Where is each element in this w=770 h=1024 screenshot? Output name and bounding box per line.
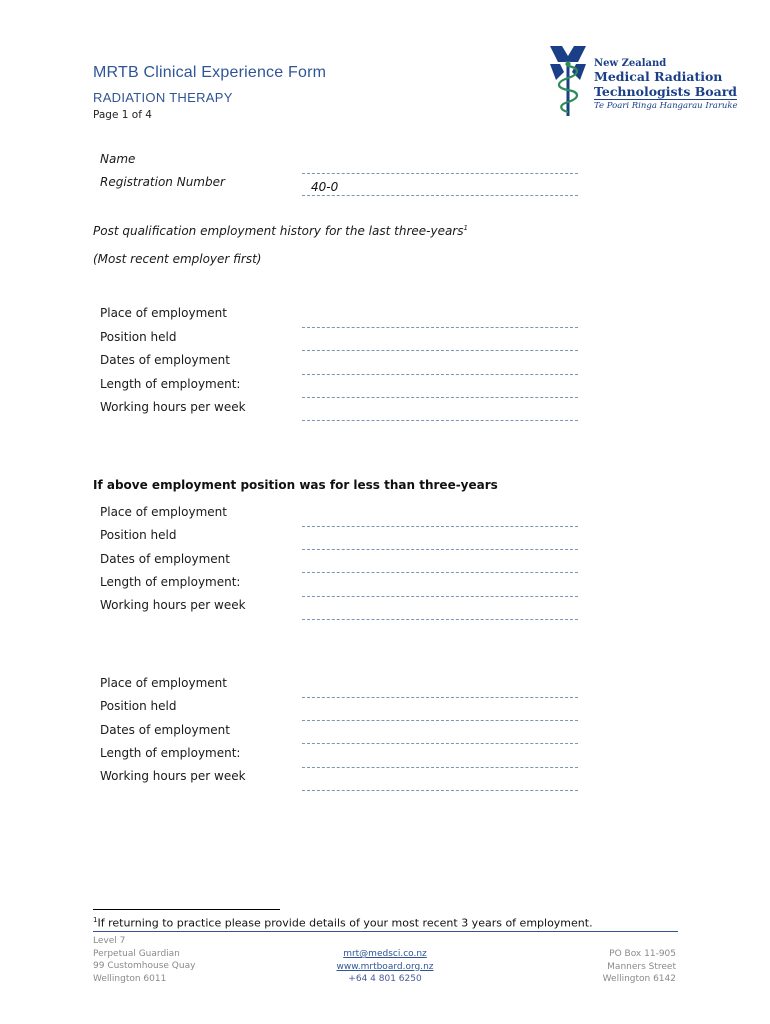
footer-postal-line: PO Box 11-905 bbox=[609, 949, 676, 959]
position-held-label: Position held bbox=[100, 330, 177, 344]
footer-divider bbox=[93, 931, 678, 932]
footer-address bbox=[93, 935, 243, 985]
form-title: MRTB Clinical Experience Form bbox=[93, 64, 327, 81]
website-link[interactable]: www.mrtboard.org.nz bbox=[336, 961, 434, 972]
place-of-employment-label: Place of employment bbox=[100, 676, 227, 690]
working-hours-label: Working hours per week bbox=[100, 598, 246, 612]
dates-of-employment-field[interactable] bbox=[302, 374, 578, 375]
length-of-employment-field[interactable] bbox=[302, 767, 578, 768]
name-field[interactable] bbox=[302, 173, 578, 174]
footnote-text: If returning to practice please provide details of your most recent 3 years of employment. bbox=[97, 916, 593, 930]
position-held-label: Position held bbox=[100, 699, 177, 713]
footer-postal bbox=[526, 948, 676, 986]
place-of-employment-field[interactable] bbox=[302, 526, 578, 527]
section-heading: If above employment position was for less than three-years bbox=[93, 478, 498, 492]
phone-number: +64 4 801 6250 bbox=[348, 974, 422, 984]
position-held-field[interactable] bbox=[302, 549, 578, 550]
length-of-employment-label: Length of employment: bbox=[100, 377, 241, 391]
registration-label: Registration Number bbox=[100, 175, 225, 189]
footer-address-line: Perpetual Guardian bbox=[93, 948, 180, 959]
order-note: (Most recent employer first) bbox=[93, 252, 262, 266]
working-hours-label: Working hours per week bbox=[100, 400, 246, 414]
logo-country: New Zealand bbox=[594, 58, 667, 69]
dates-of-employment-label: Dates of employment bbox=[100, 723, 230, 737]
logo-maori-name: Te Poari Ringa Hangarau Iraruke bbox=[594, 101, 738, 111]
length-of-employment-label: Length of employment: bbox=[100, 746, 241, 760]
email-link[interactable]: mrt@medsci.co.nz bbox=[343, 949, 427, 959]
position-held-label: Position held bbox=[100, 528, 177, 542]
place-of-employment-field[interactable] bbox=[302, 327, 578, 328]
footnote-mark: 1 bbox=[93, 916, 98, 924]
dates-of-employment-label: Dates of employment bbox=[100, 353, 230, 367]
length-of-employment-field[interactable] bbox=[302, 596, 578, 597]
footer-postal-line: Wellington 6142 bbox=[602, 974, 676, 984]
place-of-employment-field[interactable] bbox=[302, 697, 578, 698]
footer-address-line: Wellington 6011 bbox=[93, 973, 167, 984]
mrtb-logo bbox=[546, 42, 738, 118]
working-hours-field[interactable] bbox=[302, 619, 578, 620]
name-label: Name bbox=[100, 152, 136, 166]
working-hours-field[interactable] bbox=[302, 790, 578, 791]
footer-contact bbox=[310, 948, 460, 986]
footnote-divider bbox=[93, 909, 280, 910]
length-of-employment-field[interactable] bbox=[302, 397, 578, 398]
dates-of-employment-field[interactable] bbox=[302, 572, 578, 573]
logo-name-line1: Medical Radiation bbox=[594, 69, 723, 84]
footnote-ref: 1 bbox=[463, 224, 468, 232]
footer-address-line: Level 7 bbox=[93, 936, 126, 946]
dates-of-employment-label: Dates of employment bbox=[100, 552, 230, 566]
registration-field[interactable] bbox=[302, 195, 578, 196]
history-text: Post qualification employment history for the last three-years bbox=[93, 224, 464, 238]
footnote bbox=[93, 916, 593, 930]
registration-value: 40-0 bbox=[311, 180, 339, 194]
working-hours-label: Working hours per week bbox=[100, 769, 246, 783]
page-number: Page 1 of 4 bbox=[93, 109, 152, 121]
form-subtitle: RADIATION THERAPY bbox=[93, 90, 233, 105]
position-held-field[interactable] bbox=[302, 720, 578, 721]
footer-postal-line: Manners Street bbox=[607, 961, 676, 972]
footer-address-line: 99 Customhouse Quay bbox=[93, 961, 196, 971]
history-instruction bbox=[93, 224, 468, 238]
dates-of-employment-field[interactable] bbox=[302, 743, 578, 744]
working-hours-field[interactable] bbox=[302, 420, 578, 421]
place-of-employment-label: Place of employment bbox=[100, 505, 227, 519]
logo-name-line2: Technologists Board bbox=[594, 84, 738, 99]
length-of-employment-label: Length of employment: bbox=[100, 575, 241, 589]
place-of-employment-label: Place of employment bbox=[100, 306, 227, 320]
position-held-field[interactable] bbox=[302, 350, 578, 351]
caduceus-emblem-icon bbox=[546, 42, 590, 118]
